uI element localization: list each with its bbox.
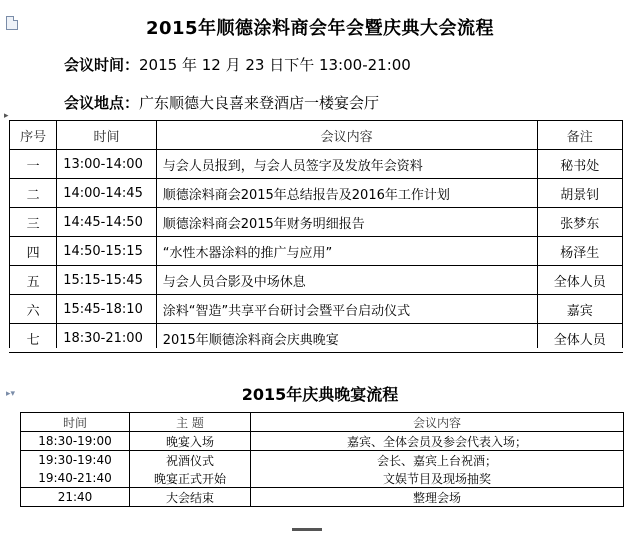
table-row: [21, 432, 624, 451]
row-content: 会长、嘉宾上台祝酒；: [251, 451, 624, 470]
table-anchor-icon: ▸▾: [6, 389, 16, 399]
row-no: 一: [10, 150, 57, 179]
header-content: 会议内容: [251, 413, 624, 432]
table-header-row: [21, 413, 624, 432]
meeting-time-label: 会议时间：: [64, 56, 140, 74]
table-row: [10, 266, 623, 295]
row-time: 14:50-15:15: [57, 237, 156, 266]
row-content: 文娱节目及现场抽奖: [251, 469, 624, 488]
header-note: 备注: [537, 121, 622, 150]
row-note: 杨泽生: [537, 237, 622, 266]
meeting-place-line: [64, 92, 379, 113]
header-time: 时间: [57, 121, 156, 150]
row-content: 与会人员合影及中场休息: [156, 266, 537, 295]
row-note: 张梦东: [537, 208, 622, 237]
row-no: 三: [10, 208, 57, 237]
table-row: [10, 295, 623, 324]
row-time: 21:40: [21, 488, 130, 507]
header-no: 序号: [10, 121, 57, 150]
row-content: 整理会场: [251, 488, 624, 507]
row-no: 二: [10, 179, 57, 208]
row-time: 19:30-19:40: [21, 451, 130, 470]
table-row: [21, 469, 624, 488]
row-time: 18:30-19:00: [21, 432, 130, 451]
document-title: 2015年顺德涂料商会年会暨庆典大会流程: [145, 18, 495, 39]
row-time: 13:00-14:00: [57, 150, 156, 179]
table-anchor-icon: ▸: [4, 111, 9, 121]
header-time: 时间: [21, 413, 130, 432]
table-row: [10, 179, 623, 208]
row-content: 2015年顺德涂料商会庆典晚宴: [156, 324, 537, 353]
table-row: [21, 451, 624, 470]
agenda-table: [9, 120, 623, 353]
row-topic: 晚宴入场: [130, 432, 251, 451]
row-time: 19:40-21:40: [21, 469, 130, 488]
header-content: 会议内容: [156, 121, 537, 150]
table-row: [10, 208, 623, 237]
row-no: 七: [10, 324, 57, 353]
page-break-marker: [292, 528, 322, 531]
table-row: [10, 237, 623, 266]
meeting-time-value: 2015 年 12 月 23 日下午 13:00-21:00: [139, 56, 411, 74]
header-topic: 主 题: [130, 413, 251, 432]
row-topic: 大会结束: [130, 488, 251, 507]
row-content: “水性木器涂料的推广与应用”: [156, 237, 537, 266]
table-header-row: [10, 121, 623, 150]
row-note: 嘉宾: [537, 295, 622, 324]
row-note: 秘书处: [537, 150, 622, 179]
row-topic: 祝酒仪式: [130, 451, 251, 470]
row-time: 15:15-15:45: [57, 266, 156, 295]
row-content: 顺德涂料商会2015年总结报告及2016年工作计划: [156, 179, 537, 208]
table-row: [10, 150, 623, 179]
row-content: 嘉宾、全体会员及参会代表入场；: [251, 432, 624, 451]
row-time: 14:45-14:50: [57, 208, 156, 237]
banquet-table: [20, 412, 624, 507]
row-content: 涂料“智造”共享平台研讨会暨平台启动仪式: [156, 295, 537, 324]
row-no: 五: [10, 266, 57, 295]
table-row: [21, 488, 624, 507]
row-no: 四: [10, 237, 57, 266]
row-time: 15:45-18:10: [57, 295, 156, 324]
row-note: 胡景钊: [537, 179, 622, 208]
row-time: 18:30-21:00: [57, 324, 156, 353]
row-content: 与会人员报到，与会人员签字及发放年会资料: [156, 150, 537, 179]
meeting-time-line: [64, 54, 411, 75]
row-time: 14:00-14:45: [57, 179, 156, 208]
row-note: 全体人员: [537, 324, 622, 353]
page-break-gap: [9, 348, 623, 352]
row-note: 全体人员: [537, 266, 622, 295]
row-no: 六: [10, 295, 57, 324]
row-topic: 晚宴正式开始: [130, 469, 251, 488]
banquet-title: 2015年庆典晚宴流程: [241, 385, 399, 404]
meeting-place-value: 广东顺德大良喜来登酒店一楼宴会厅: [139, 94, 380, 112]
meeting-place-label: 会议地点：: [64, 94, 140, 112]
row-content: 顺德涂料商会2015年财务明细报告: [156, 208, 537, 237]
